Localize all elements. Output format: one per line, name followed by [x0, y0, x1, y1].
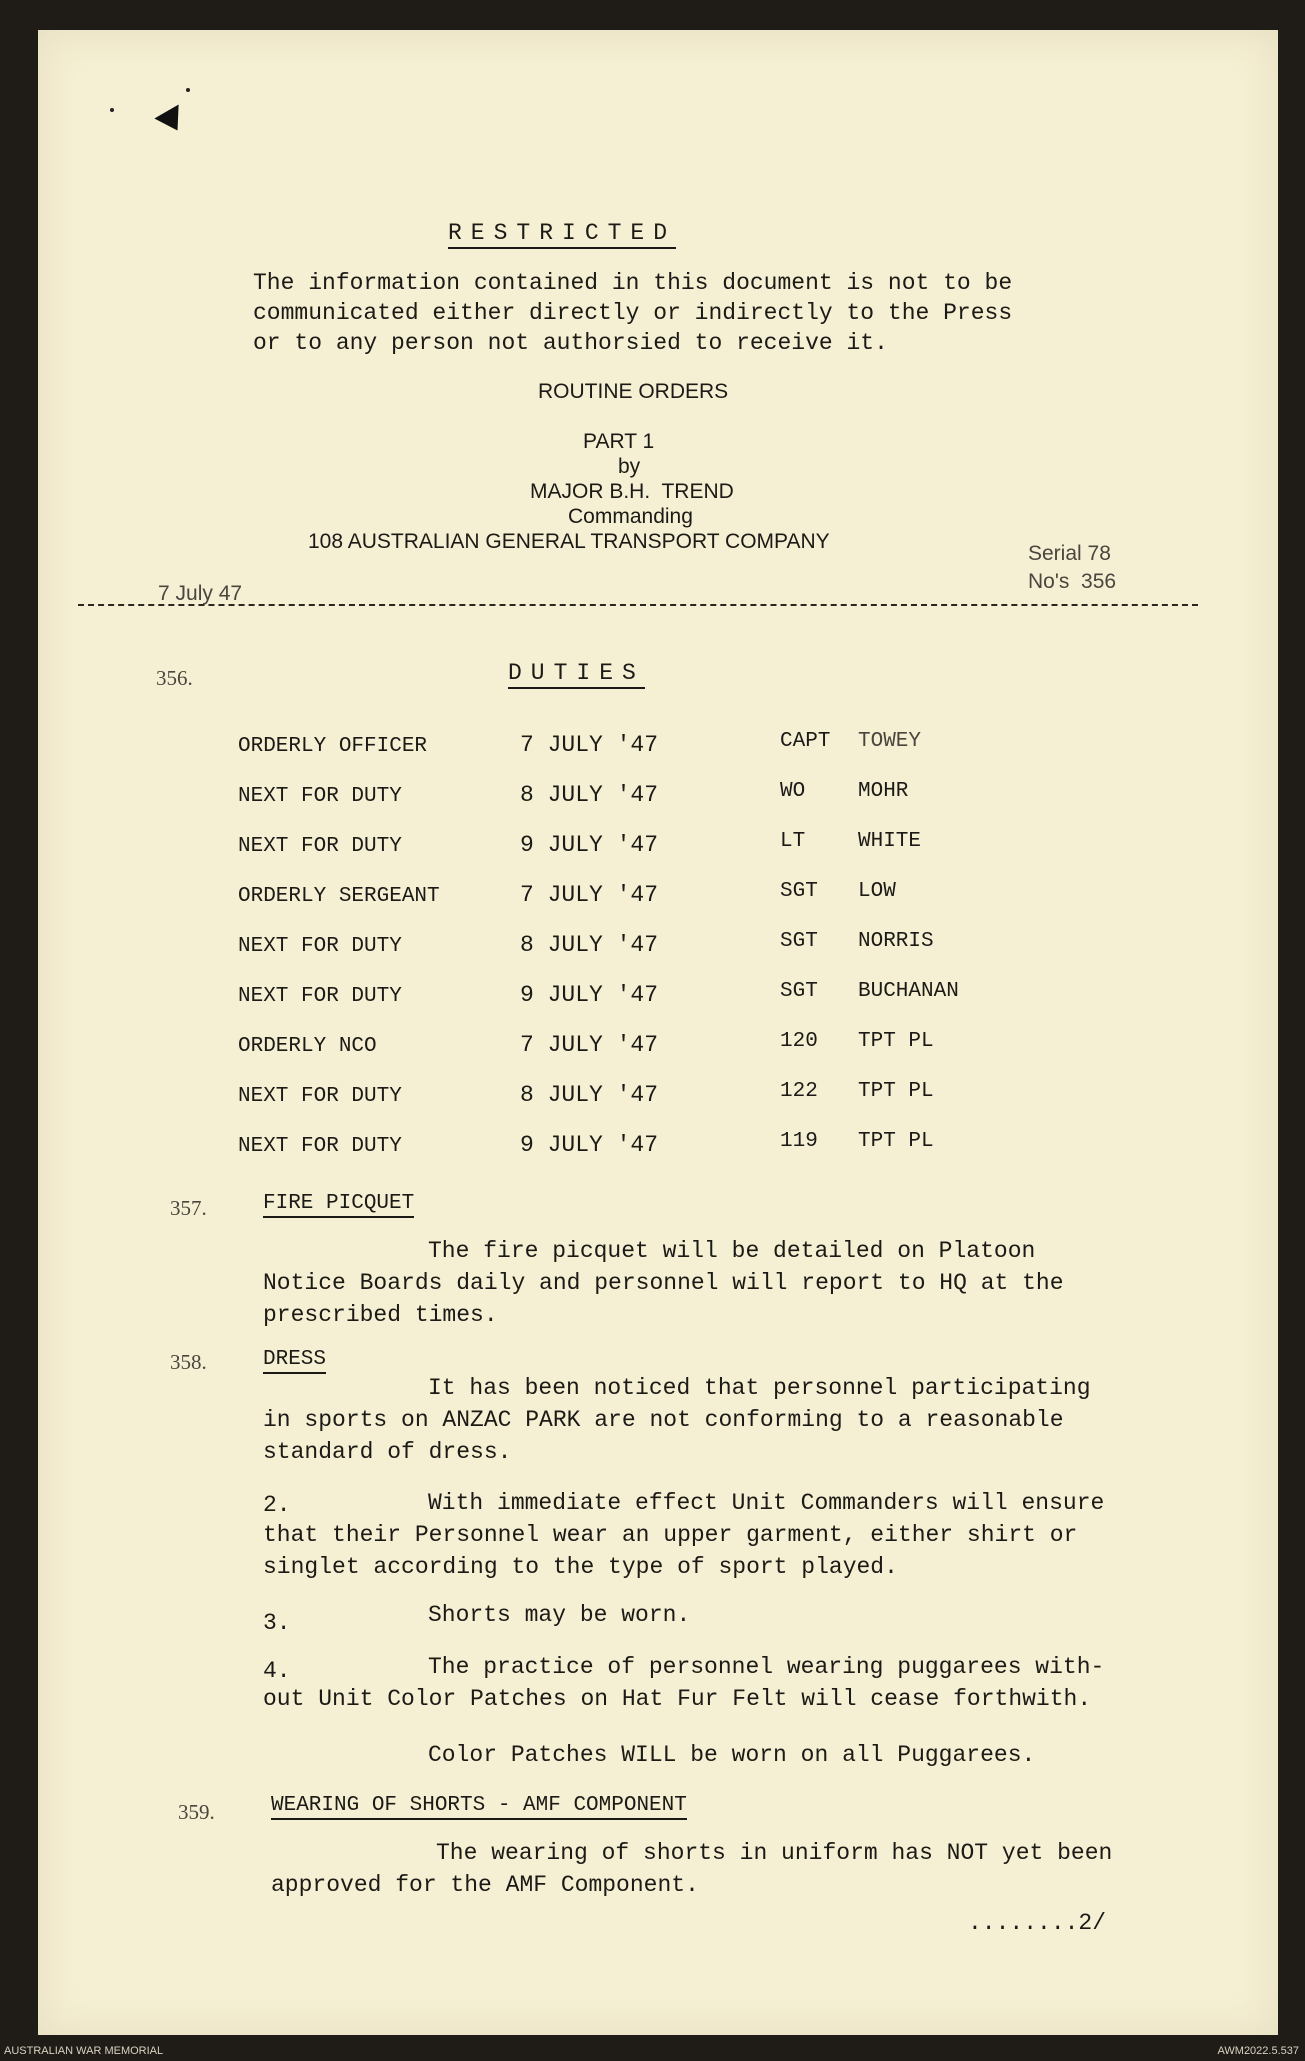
duty-date: 7 JULY '47 [520, 732, 659, 758]
duty-rank: SGT [780, 880, 818, 903]
dress-p3-text: Shorts may be worn. [428, 1602, 691, 1628]
duty-date: 7 JULY '47 [520, 1032, 659, 1058]
duty-role: NEXT FOR DUTY [238, 1085, 402, 1108]
fire-picquet-line-2: Notice Boards daily and personnel will report to HQ at the [263, 1270, 1064, 1296]
duty-name: TPT PL [858, 1130, 934, 1153]
part-label: PART 1 [583, 430, 655, 453]
duties-heading: DUTIES [508, 660, 645, 689]
dress-p2-number: 2. [263, 1492, 291, 1518]
dress-p1-line-1: It has been noticed that personnel participating [428, 1375, 1091, 1401]
order-numbers: No's 356 [1028, 570, 1117, 593]
duty-role: NEXT FOR DUTY [238, 935, 402, 958]
dress-p1-line-2: in sports on ANZAC PARK are not conforming to a reasonable [263, 1407, 1064, 1433]
duty-rank: 122 [780, 1080, 818, 1103]
duty-rank: 119 [780, 1130, 818, 1153]
shorts-line-2: approved for the AMF Component. [271, 1872, 699, 1898]
dress-p5-text: Color Patches WILL be worn on all Puggarees. [428, 1742, 1036, 1768]
dress-p3-number: 3. [263, 1610, 291, 1636]
duty-name: TPT PL [858, 1030, 934, 1053]
unit-name: 108 AUSTRALIAN GENERAL TRANSPORT COMPANY [308, 530, 830, 553]
duty-date: 8 JULY '47 [520, 932, 659, 958]
duty-role: NEXT FOR DUTY [238, 1135, 402, 1158]
duty-role: NEXT FOR DUTY [238, 835, 402, 858]
duty-role: NEXT FOR DUTY [238, 785, 402, 808]
duty-rank: SGT [780, 930, 818, 953]
duty-role: ORDERLY NCO [238, 1035, 377, 1058]
duty-name: NORRIS [858, 930, 934, 953]
dress-p2-line-2: that their Personnel wear an upper garment, either shirt or [263, 1522, 1078, 1548]
duty-rank: 120 [780, 1030, 818, 1053]
duty-role: ORDERLY OFFICER [238, 735, 428, 758]
restricted-heading: RESTRICTED [448, 220, 676, 249]
dress-p2-line-3: singlet according to the type of sport played. [263, 1554, 898, 1580]
notice-line-1: The information contained in this document is not to be [253, 270, 1013, 296]
duty-name: BUCHANAN [858, 980, 959, 1003]
duty-date: 8 JULY '47 [520, 1082, 659, 1108]
fire-picquet-line-3: prescribed times. [263, 1302, 498, 1328]
duty-rank: WO [780, 780, 806, 803]
notice-line-3: or to any person not authorsied to receive it. [253, 330, 888, 356]
duty-rank: CAPT [780, 730, 831, 753]
item-357-number: 357. [170, 1196, 207, 1220]
dress-p2-line-1: With immediate effect Unit Commanders will ensure [428, 1490, 1105, 1516]
serial-number: Serial 78 [1028, 542, 1111, 565]
shorts-line-1: The wearing of shorts in uniform has NOT yet been [436, 1840, 1113, 1866]
document-page [38, 30, 1278, 2035]
duty-role: NEXT FOR DUTY [238, 985, 402, 1008]
duty-name: WHITE [858, 830, 922, 853]
duty-date: 7 JULY '47 [520, 882, 659, 908]
duty-rank: LT [780, 830, 806, 853]
commander-name: MAJOR B.H. TREND [530, 480, 734, 503]
footer-archive-name: AUSTRALIAN WAR MEMORIAL [4, 2045, 164, 2057]
routine-orders-title: ROUTINE ORDERS [538, 380, 729, 403]
punch-mark [154, 104, 189, 137]
commanding-label: Commanding [568, 505, 693, 528]
duty-date: 9 JULY '47 [520, 1132, 659, 1158]
speck [186, 88, 190, 92]
continuation-marker: ........2/ [968, 1910, 1107, 1936]
footer-item-id: AWM2022.5.537 [1217, 2045, 1299, 2057]
dress-heading: DRESS [263, 1348, 326, 1374]
notice-line-2: communicated either directly or indirectly to the Press [253, 300, 1013, 326]
by-label: by [618, 455, 641, 478]
duty-rank: SGT [780, 980, 818, 1003]
duty-name: TPT PL [858, 1080, 934, 1103]
item-358-number: 358. [170, 1350, 207, 1374]
duty-role: ORDERLY SERGEANT [238, 885, 440, 908]
duty-date: 8 JULY '47 [520, 782, 659, 808]
section-divider [78, 604, 1198, 606]
duty-name: TOWEY [858, 730, 922, 753]
dress-p4-line-1: The practice of personnel wearing puggarees with- [428, 1654, 1105, 1680]
dress-p4-number: 4. [263, 1658, 291, 1684]
order-date: 7 July 47 [158, 582, 243, 605]
shorts-heading: WEARING OF SHORTS - AMF COMPONENT [271, 1794, 687, 1820]
duty-date: 9 JULY '47 [520, 832, 659, 858]
fire-picquet-heading: FIRE PICQUET [263, 1192, 414, 1218]
fire-picquet-line-1: The fire picquet will be detailed on Platoon [428, 1238, 1036, 1264]
duty-name: MOHR [858, 780, 909, 803]
item-356-number: 356. [156, 666, 193, 690]
speck [110, 108, 114, 112]
duty-name: LOW [858, 880, 896, 903]
duty-date: 9 JULY '47 [520, 982, 659, 1008]
item-359-number: 359. [178, 1800, 215, 1824]
dress-p4-line-2: out Unit Color Patches on Hat Fur Felt will cease forthwith. [263, 1686, 1092, 1712]
dress-p1-line-3: standard of dress. [263, 1439, 512, 1465]
